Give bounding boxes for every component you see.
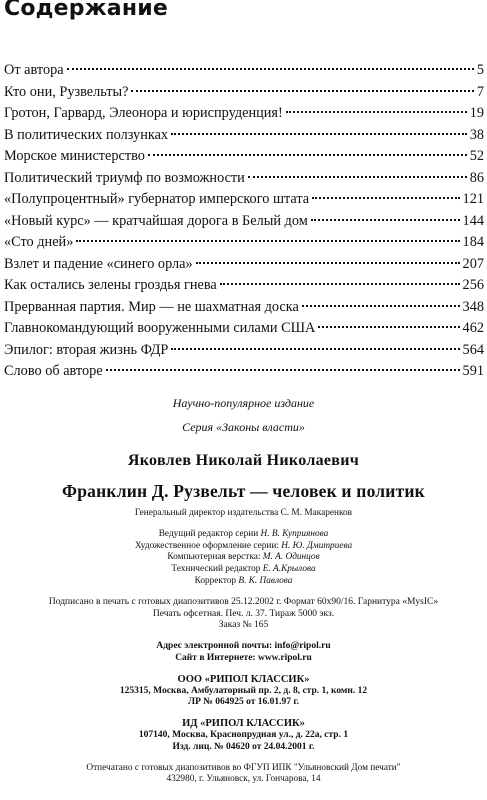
credit-name: Н. В. Куприянова	[260, 528, 329, 539]
publishing-house-license: Изд. лиц. № 04620 от 24.04.2001 г.	[172, 741, 315, 752]
printing-line: Подписано в печать с готовых диапозитивов 25.12.2002 г. Формат 60х90/16. Гарнитура «MysIC»	[48, 596, 439, 607]
toc-entry-page: 348	[462, 298, 484, 315]
toc-entry-page: 38	[469, 126, 484, 143]
toc-entry-page: 564	[462, 341, 484, 358]
toc-entry	[4, 342, 484, 364]
toc-entry-title: Взлет и падение «синего орла»	[4, 255, 193, 272]
book-title: Франклин Д. Рузвельт — человек и политик	[62, 481, 425, 501]
toc-dot-leader	[196, 261, 460, 264]
toc-entry	[4, 127, 484, 149]
toc-entry-title: Прерванная партия. Мир — не шахматная доска	[4, 298, 299, 315]
toc-entry-page: 7	[476, 83, 484, 100]
toc-dot-leader	[67, 67, 474, 70]
toc-entry-page: 207	[462, 255, 484, 272]
toc-entry-title: Морское министерство	[4, 148, 145, 164]
toc-entry	[4, 62, 484, 84]
toc-dot-leader	[76, 239, 459, 242]
toc-entry-page: 256	[462, 277, 484, 293]
toc-dot-leader	[302, 304, 460, 307]
printing-line: Заказ № 165	[218, 620, 269, 631]
toc-entry	[4, 84, 484, 106]
toc-entry-page: 86	[469, 169, 484, 186]
toc-entry	[4, 299, 484, 321]
table-of-contents	[4, 62, 484, 385]
credit-role: Технический редактор	[171, 564, 261, 575]
toc-entry-page: 462	[462, 320, 484, 336]
page-heading: Содержание	[4, 0, 168, 21]
credit-name: Н. Ю. Дмитриева	[281, 540, 353, 551]
website-line: Сайт в Интернете: www.ripol.ru	[175, 652, 312, 663]
credit-line	[0, 576, 487, 588]
toc-dot-leader	[220, 282, 460, 285]
toc-entry-title: Главнокомандующий вооруженными силами США	[4, 320, 316, 336]
printing-line: Печать офсетная. Печ. л. 37. Тираж 5000 экз.	[152, 608, 335, 619]
toc-entry	[4, 191, 484, 213]
toc-entry-title: От автора	[4, 62, 64, 78]
publishing-house-address: 107140, Москва, Краснопрудная ул., д. 22а, стр. 1	[138, 729, 349, 740]
credit-line	[0, 541, 487, 553]
printer-block	[0, 763, 487, 787]
toc-dot-leader	[312, 196, 459, 199]
printing-info	[0, 597, 487, 632]
toc-entry-title: Эпилог: вторая жизнь ФДР	[4, 341, 169, 358]
toc-entry	[4, 105, 484, 127]
toc-dot-leader	[148, 153, 467, 156]
toc-entry-title: Кто они, Рузвельты?	[4, 83, 129, 100]
toc-entry	[4, 256, 484, 278]
toc-entry-title: Слово об авторе	[4, 363, 103, 379]
toc-entry-page: 591	[462, 363, 484, 379]
toc-dot-leader	[131, 89, 473, 92]
email-line: Адрес электронной почты: info@ripol.ru	[156, 641, 331, 652]
publisher-address: 125315, Москва, Амбулаторный пр. 2, д. 8, стр. 1, комн. 12	[119, 685, 368, 696]
credit-role: Художественное оформление серии:	[134, 540, 279, 551]
toc-entry	[4, 213, 484, 235]
credit-list	[0, 529, 487, 588]
credit-role: Корректор	[194, 575, 237, 586]
toc-entry-title: Политический триумф по возможности	[4, 169, 245, 186]
toc-dot-leader	[318, 325, 459, 328]
toc-entry-page: 144	[462, 212, 484, 229]
toc-entry	[4, 320, 484, 342]
credit-name: Е. А.Крылова	[262, 564, 316, 575]
general-director-line: Генеральный директор издательства С. М. Макаренков	[134, 508, 353, 518]
contacts-block	[0, 641, 487, 665]
genre-label: Научно-популярное издание	[172, 396, 315, 410]
credit-role: Компьютерная верстка:	[167, 552, 261, 563]
publishing-house-name: ИД «РИПОЛ КЛАССИК»	[182, 718, 305, 730]
publisher-name: ООО «РИПОЛ КЛАССИК»	[177, 673, 310, 685]
credit-name: В. К. Павлова	[238, 575, 293, 586]
toc-dot-leader	[248, 175, 467, 178]
toc-dot-leader	[311, 218, 460, 221]
credits-block	[0, 508, 487, 588]
credit-line	[0, 552, 487, 564]
toc-entry-page: 184	[462, 234, 484, 250]
toc-entry-title: Гротон, Гарвард, Элеонора и юриспруденция!	[4, 105, 283, 121]
toc-entry	[4, 170, 484, 192]
toc-entry-page: 121	[462, 191, 484, 207]
credit-role: Ведущий редактор серии	[158, 528, 259, 539]
printer-line: Отпечатано с готовых диапозитивов во ФГУП ИПК "Ульяновский Дом печати"	[86, 762, 401, 773]
toc-entry-title: «Полупроцентный» губернатор имперского штата	[4, 191, 310, 207]
publisher-license: ЛР № 064925 от 16.01.97 г.	[188, 697, 299, 708]
printer-address: 432980, г. Ульяновск, ул. Гончарова, 14	[166, 774, 321, 785]
toc-entry-title: «Сто дней»	[4, 234, 74, 250]
toc-entry-page: 52	[469, 148, 484, 164]
series-label: Серия «Законы власти»	[182, 420, 305, 434]
toc-entry-page: 5	[476, 62, 484, 78]
toc-entry	[4, 277, 484, 299]
credit-line	[0, 529, 487, 541]
toc-dot-leader	[171, 347, 459, 350]
toc-entry-page: 19	[469, 105, 484, 121]
toc-entry	[4, 234, 484, 256]
toc-entry-title: «Новый курс» — кратчайшая дорога в Белый дом	[4, 212, 308, 229]
credit-line	[0, 564, 487, 576]
publisher-block	[0, 674, 487, 709]
toc-entry	[4, 363, 484, 385]
toc-entry	[4, 148, 484, 170]
toc-entry-title: Как остались зелены гроздья гнева	[4, 277, 217, 293]
toc-entry-title: В политических ползунках	[4, 126, 169, 143]
toc-dot-leader	[171, 132, 467, 135]
toc-dot-leader	[106, 368, 460, 371]
author-name: Яковлев Николай Николаевич	[127, 452, 360, 469]
toc-dot-leader	[286, 110, 467, 113]
imprint-block	[0, 390, 487, 786]
publishing-house-block	[0, 718, 487, 753]
credit-name: М. А. Одинцов	[262, 552, 320, 563]
